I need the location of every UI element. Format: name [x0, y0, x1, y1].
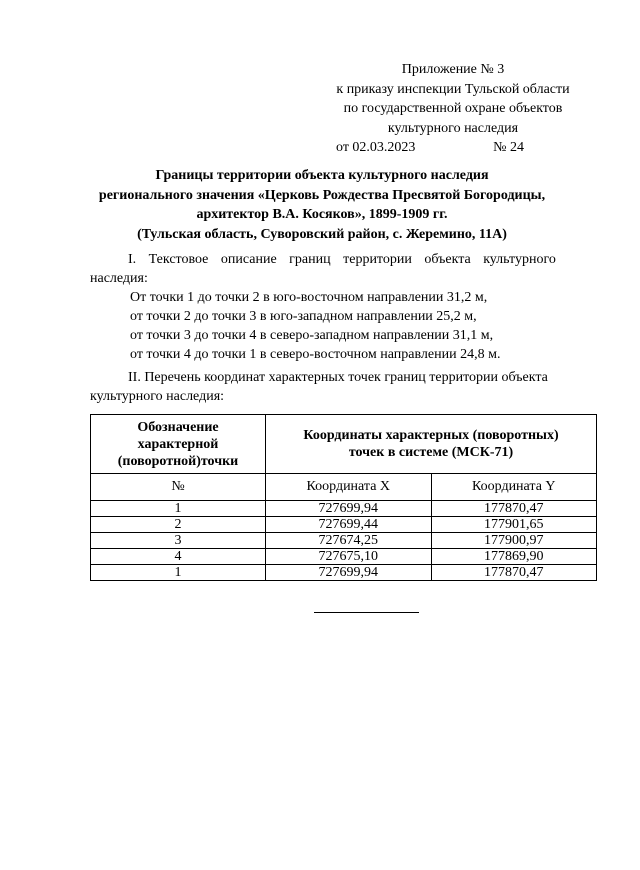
- table-header-row: [91, 415, 597, 474]
- section-text-description: [90, 250, 597, 364]
- point-number: 2: [91, 517, 266, 533]
- section-coordinates-intro: [90, 368, 597, 406]
- boundary-segment: от точки 2 до точки 3 в юго-западном направлении 25,2 м,: [130, 309, 477, 324]
- coordinate-y: 177870,47: [431, 501, 597, 517]
- header-designation-line: Обозначение: [137, 419, 219, 435]
- table-row: [91, 533, 597, 549]
- table-row: [91, 565, 597, 581]
- boundary-segment: От точки 1 до точки 2 в юго-восточном направлении 31,2 м,: [130, 290, 488, 305]
- subheader-y: Координата Y: [431, 474, 597, 501]
- coordinates-table: [90, 414, 597, 581]
- title-line: регионального значения «Церковь Рождества Пресвятой Богородицы,: [98, 187, 546, 203]
- closing-divider: [314, 612, 419, 613]
- annex-line: к приказу инспекции Тульской области: [336, 81, 570, 97]
- annex-header: [318, 60, 588, 158]
- annex-line: Приложение № 3: [401, 62, 505, 77]
- coordinate-y: 177900,97: [431, 533, 597, 549]
- table-subheader-row: [91, 474, 597, 501]
- coordinate-x: 727675,10: [266, 549, 432, 565]
- annex-line: культурного наследия: [387, 120, 519, 136]
- section1-intro-continued: наследия:: [90, 271, 148, 286]
- section2-line: культурного наследия:: [90, 389, 225, 404]
- point-number: 3: [91, 533, 266, 549]
- table-row: [91, 549, 597, 565]
- table-row: [91, 517, 597, 533]
- section2-line: II. Перечень координат характерных точек границ территории объекта: [128, 370, 548, 385]
- boundary-segment: от точки 3 до точки 4 в северо-западном направлении 31,1 м,: [130, 328, 494, 343]
- coordinate-y: 177870,47: [431, 565, 597, 581]
- header-coordinates-line: Координаты характерных (поворотных): [303, 428, 559, 443]
- annex-line: по государственной охране объектов: [343, 101, 563, 116]
- coordinate-x: 727674,25: [266, 533, 432, 549]
- title-line: Границы территории объекта культурного наследия: [155, 168, 489, 183]
- header-coordinates: [266, 415, 597, 474]
- coordinate-x: 727699,94: [266, 501, 432, 517]
- boundary-segment: от точки 4 до точки 1 в северо-восточном направлении 24,8 м.: [130, 347, 501, 362]
- coordinate-y: 177869,90: [431, 549, 597, 565]
- order-number: № 24: [493, 140, 524, 155]
- subheader-x: Координата X: [266, 474, 432, 501]
- header-designation: [91, 415, 266, 474]
- title-line: (Тульская область, Суворовский район, с. Жеремино, 11А): [137, 226, 507, 242]
- order-date: от 02.03.2023: [336, 140, 416, 155]
- header-designation-line: (поворотной)точки: [117, 453, 239, 469]
- title-line: архитектор В.А. Косяков», 1899-1909 гг.: [196, 207, 448, 222]
- coordinate-x: 727699,44: [266, 517, 432, 533]
- header-coordinates-line: точек в системе (МСК-71): [348, 445, 514, 460]
- section1-intro: I. Текстовое описание границ территории объекта культурного: [128, 252, 556, 267]
- coordinate-x: 727699,94: [266, 565, 432, 581]
- point-number: 4: [91, 549, 266, 565]
- header-designation-line: характерной: [137, 436, 219, 452]
- annex-date-line: [318, 138, 588, 158]
- document-title: [60, 166, 584, 244]
- subheader-number: №: [91, 474, 266, 501]
- point-number: 1: [91, 501, 266, 517]
- point-number: 1: [91, 565, 266, 581]
- table-row: [91, 501, 597, 517]
- coordinate-y: 177901,65: [431, 517, 597, 533]
